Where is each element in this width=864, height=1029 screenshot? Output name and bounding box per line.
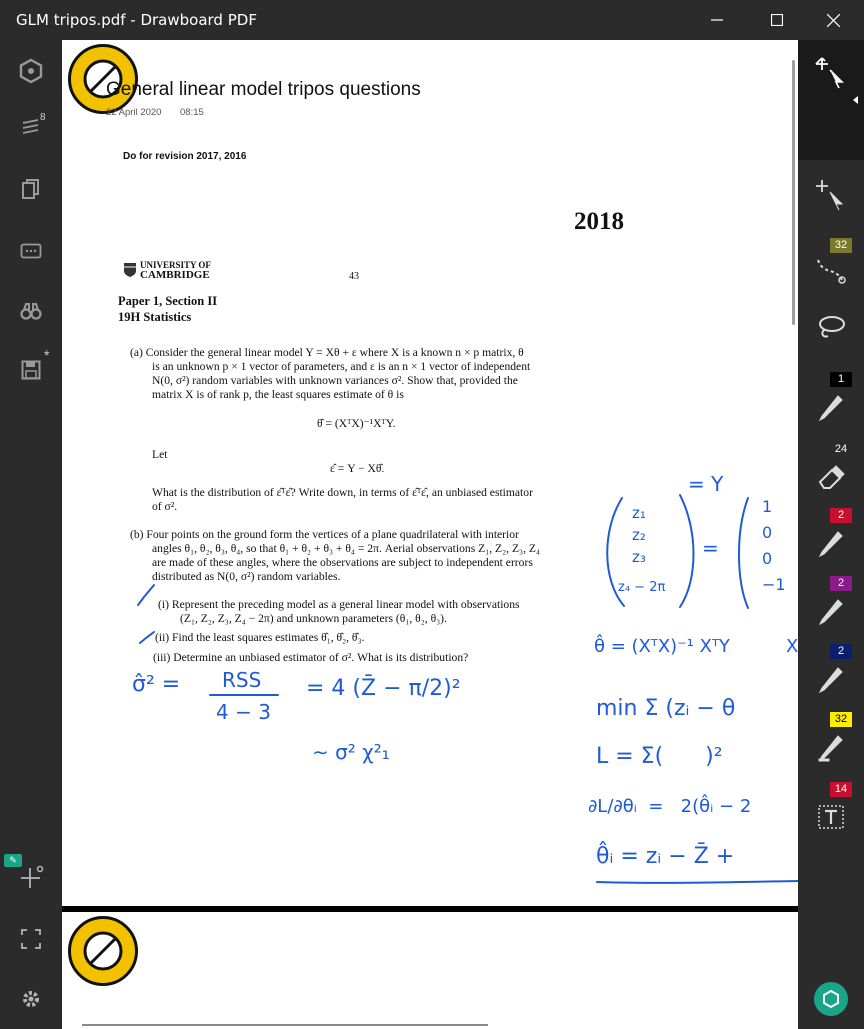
close-icon xyxy=(827,14,840,27)
bracket-ink xyxy=(739,498,748,608)
minimize-icon xyxy=(711,14,723,26)
highlighter-icon xyxy=(816,732,846,762)
drawboard-menu-button[interactable] xyxy=(798,974,864,1024)
part-b-line1: (b) Four points on the ground form the vertices of a plane quadrilateral with interior xyxy=(130,528,519,541)
hw-equals: = xyxy=(702,536,719,560)
university-line1: UNIVERSITY OF xyxy=(140,260,211,270)
pen-icon xyxy=(816,392,846,422)
pan-tool-button[interactable] xyxy=(798,170,864,220)
paper-heading: Paper 1, Section II xyxy=(118,294,218,308)
badge-32a: 32 xyxy=(830,238,852,253)
pen-icon xyxy=(816,664,846,694)
text-box-icon xyxy=(816,802,846,832)
pen-tool-red-button[interactable] xyxy=(798,518,864,568)
question-heading: 19H Statistics xyxy=(118,310,192,324)
part-a-question2: of σ². xyxy=(152,500,178,513)
theta-hat-formula: θ̂ = (XᵀX)⁻¹XᵀY. xyxy=(317,417,396,430)
minimize-button[interactable] xyxy=(694,0,740,40)
part-a-line3: N(0, σ²) random variables with unknown variances σ². Show that, provided the xyxy=(152,374,518,387)
hw-min-line: min Σ (zᵢ − θ xyxy=(596,696,736,721)
pen-tool-navy-button[interactable] xyxy=(798,654,864,704)
pdf-xchange-stamp xyxy=(68,916,138,986)
note-instruction: Do for revision 2017, 2016 xyxy=(123,151,247,162)
copy-pages-icon xyxy=(21,178,41,200)
expand-icon xyxy=(20,928,42,950)
maximize-button[interactable] xyxy=(754,0,800,40)
exam-year: 2018 xyxy=(574,208,624,235)
dotted-path-icon xyxy=(814,256,848,286)
part-b-line2: angles θ₁, θ₂, θ₃, θ₄, so that θ₁ + θ₂ + θ₃ + θ₄ = 2π. Aerial observations Z₁, Z₂, Z₃, Z₄ xyxy=(152,542,540,555)
collapse-arrow-icon[interactable] xyxy=(853,96,858,104)
move-arrow-icon xyxy=(814,178,848,212)
vertical-scrollbar[interactable] xyxy=(792,60,795,325)
underline-ink xyxy=(597,881,798,883)
settings-button[interactable] xyxy=(0,974,62,1024)
right-toolbar xyxy=(798,40,864,1029)
pdf-page[interactable] xyxy=(62,40,798,908)
hw-sigma-hat: σ̂² = xyxy=(132,672,181,697)
university-line2: CAMBRIDGE xyxy=(140,269,210,281)
layers-button[interactable] xyxy=(0,102,62,152)
save-icon xyxy=(21,360,41,380)
note-time: 08:15 xyxy=(180,107,204,118)
hw-l-line: L = Σ( )² xyxy=(596,744,723,769)
fullscreen-button[interactable] xyxy=(0,914,62,964)
unsaved-indicator: * xyxy=(44,347,50,363)
checkmark-ink xyxy=(140,632,154,643)
checkmark-ink xyxy=(138,585,154,605)
hw-rss-den: 4 − 3 xyxy=(216,700,271,724)
more-dots-icon xyxy=(20,243,42,259)
hw-z1: z₁ xyxy=(632,504,646,522)
pen-tool-purple-button[interactable] xyxy=(798,586,864,636)
part-a-question1: What is the distribution of ε̂ᵀε̂? Write down, in terms of ε̂ᵀε̂, an unbiased estimator xyxy=(152,486,533,499)
badge-24: 24 xyxy=(830,442,852,457)
drawboard-logo-icon xyxy=(814,982,848,1016)
part-a-line1: (a) Consider the general linear model Y = Xθ + ε where X is a known n × p matrix, θ xyxy=(130,346,524,359)
page2-rule xyxy=(82,1024,488,1026)
eraser-tool-button[interactable] xyxy=(798,452,864,502)
eps-hat-formula: ε̂ = Y − Xθ̂. xyxy=(330,462,385,475)
more-button[interactable] xyxy=(0,226,62,276)
hw-z3: z₃ xyxy=(632,548,646,566)
sub-i-line2: (Z₁, Z₂, Z₃, Z₄ − 2π) and unknown parameters (θ₁, θ₂, θ₃). xyxy=(180,612,447,625)
lasso-dotted-tool-button[interactable] xyxy=(798,246,864,296)
pen-settings-button[interactable] xyxy=(0,852,62,902)
text-tool-button[interactable] xyxy=(798,792,864,842)
highlighter-tool-button[interactable] xyxy=(798,722,864,772)
hw-mat-3: 0 xyxy=(762,549,773,568)
bracket-ink xyxy=(680,495,694,607)
note-date: 22 April 2020 xyxy=(106,107,162,118)
badge-14: 14 xyxy=(830,782,852,797)
layers-count: 8 xyxy=(40,112,46,123)
hw-x-partial: X xyxy=(786,636,798,657)
search-button[interactable] xyxy=(0,286,62,336)
hw-mat-2: 0 xyxy=(762,523,773,542)
sub-i-line1: (i) Represent the preceding model as a general linear model with observations xyxy=(158,598,520,611)
badge-2-navy: 2 xyxy=(830,644,852,659)
crosshair-icon xyxy=(18,864,44,890)
move-select-icon xyxy=(814,56,848,90)
hw-distribution: ∼ σ² χ²₁ xyxy=(312,740,390,764)
stamp-icon xyxy=(71,919,135,983)
badge-1: 1 xyxy=(830,372,852,387)
note-title: General linear model tripos questions xyxy=(106,79,421,100)
hw-rss-result: = 4 (Z̄ − π/2)² xyxy=(306,676,461,701)
pen-icon xyxy=(816,528,846,558)
sub-iii: (iii) Determine an unbiased estimator of σ². What is its distribution? xyxy=(153,651,469,664)
part-b-line4: distributed as N(0, σ²) random variables. xyxy=(152,570,341,583)
gear-icon xyxy=(20,988,42,1010)
pen-badge-icon: ✎ xyxy=(4,854,22,867)
hw-mat-4: −1 xyxy=(762,575,786,594)
layers-icon xyxy=(20,117,42,137)
close-button[interactable] xyxy=(810,0,856,40)
badge-2-red: 2 xyxy=(830,508,852,523)
hw-mat-1: 1 xyxy=(762,497,773,516)
part-b-line3: are made of these angles, where the observations are subject to independent errors xyxy=(152,556,533,569)
hw-derivative-line: ∂L/∂θᵢ = 2(θ̂ᵢ − 2 xyxy=(588,796,752,817)
hw-eq-y: = Y xyxy=(688,472,724,496)
hw-theta-formula: θ̂ = (XᵀX)⁻¹ XᵀY xyxy=(594,636,730,657)
part-a-line2: is an unknown p × 1 vector of parameters, and ε is an n × 1 vector of independent xyxy=(152,360,531,373)
pen-icon xyxy=(816,596,846,626)
drawboard-home-button[interactable] xyxy=(0,46,62,96)
sub-ii: (ii) Find the least squares estimates θ̂₁, θ̂₂, θ̂₃. xyxy=(155,631,365,644)
lasso-tool-button[interactable] xyxy=(798,302,864,352)
binoculars-icon xyxy=(20,302,42,320)
left-toolbar xyxy=(0,40,62,1029)
select-tool-button[interactable] xyxy=(798,48,864,98)
title-bar xyxy=(0,0,864,40)
exam-page-number: 43 xyxy=(349,271,359,282)
pages-button[interactable] xyxy=(0,164,62,214)
eraser-icon xyxy=(816,462,846,492)
badge-32-yellow: 32 xyxy=(830,712,852,727)
window-title: GLM tripos.pdf - Drawboard PDF xyxy=(16,11,257,29)
hw-z4: z₄ − 2π xyxy=(618,580,666,595)
hw-vec-z xyxy=(632,502,646,568)
hw-matrix-col xyxy=(762,494,786,598)
hw-solution-line: θ̂ᵢ = zᵢ − Z̄ + xyxy=(596,844,735,869)
badge-2-purple: 2 xyxy=(830,576,852,591)
pen-tool-black-button[interactable] xyxy=(798,382,864,432)
lasso-icon xyxy=(814,312,848,342)
hw-rss-num: RSS xyxy=(222,668,262,692)
hexagon-icon xyxy=(18,58,44,84)
maximize-icon xyxy=(771,14,783,26)
part-a-line4: matrix X is of rank p, the least squares estimate of θ is xyxy=(152,388,404,401)
let-label: Let xyxy=(152,448,168,461)
hw-z2: z₂ xyxy=(632,526,646,544)
save-button[interactable] xyxy=(0,345,62,395)
pdf-page-2[interactable] xyxy=(62,912,798,1029)
